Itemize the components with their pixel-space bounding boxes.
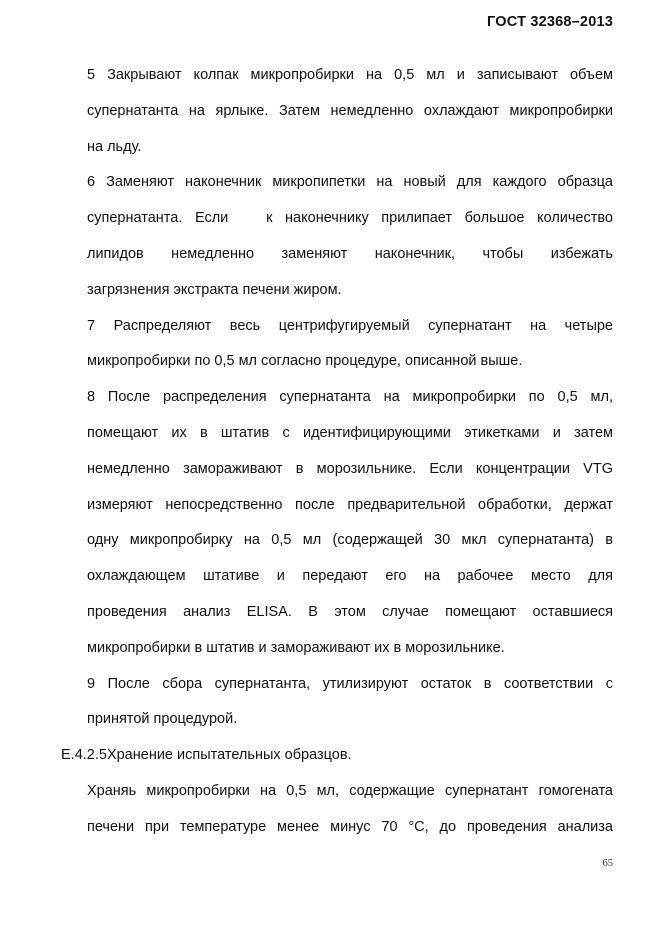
text-line: липидов немедленно заменяют наконечник, чтобы избежать [87, 245, 613, 262]
text-line: одну микропробирку на 0,5 мл (содержащей 30 мкл супернатанта) в [87, 532, 613, 549]
text-line: 7 Распределяют весь центрифугируемый супернатант на четыре [87, 317, 613, 334]
storage-paragraph [87, 774, 613, 846]
text-body [61, 58, 613, 846]
paragraph-item-5 [87, 58, 613, 165]
text-line: микропробирки в штатив и замораживают их в морозильнике. [87, 639, 505, 656]
text-line: проведения анализ ELISA. В этом случае помещают оставшиеся [87, 603, 613, 620]
text-line: супернатанта на ярлыке. Затем немедленно охлаждают микропробирки [87, 102, 613, 119]
paragraph-item-6 [87, 165, 613, 308]
text-line: немедленно замораживают в морозильнике. Если концентрации VTG [87, 460, 613, 477]
section-heading: Е.4.2.5Хранение испытательных образцов. [61, 747, 352, 764]
text-line: 8 После распределения супернатанта на микропробирки по 0,5 мл, [87, 389, 613, 406]
paragraph-item-8 [87, 380, 613, 666]
text-line: загрязнения экстракта печени жиром. [87, 281, 342, 298]
text-line: помещают их в штатив с идентифицирующими этикетками и затем [87, 424, 613, 441]
text-line: измеряют непосредственно после предварительной обработки, держат [87, 496, 613, 513]
text-line: микропробирки по 0,5 мл согласно процедуре, описанной выше. [87, 353, 523, 370]
paragraph-item-7 [87, 309, 613, 381]
text-line: Храняь микропробирки на 0,5 мл, содержащие супернатант гомогената [87, 782, 613, 799]
text-line: печени при температуре менее минус 70 °С, до проведения анализа [87, 818, 613, 835]
text-line: охлаждающем штативе и передают его на рабочее место для [87, 568, 613, 585]
text-line: 5 Закрывают колпак микропробирки на 0,5 мл и записывают объем [87, 67, 613, 83]
text-line: принятой процедурой. [87, 711, 238, 728]
text-line: 6 Заменяют наконечник микропипетки на новый для каждого образца [87, 174, 613, 191]
page-number: 65 [602, 858, 613, 869]
text-line: 9 После сбора супернатанта, утилизируют остаток в соответствии с [87, 675, 613, 692]
text-line: супернатанта. Если к наконечнику прилипает большое количество [87, 210, 613, 227]
text-line: на льду. [87, 138, 142, 155]
paragraph-item-9 [87, 667, 613, 739]
standard-header: ГОСТ 32368–2013 [487, 14, 613, 30]
